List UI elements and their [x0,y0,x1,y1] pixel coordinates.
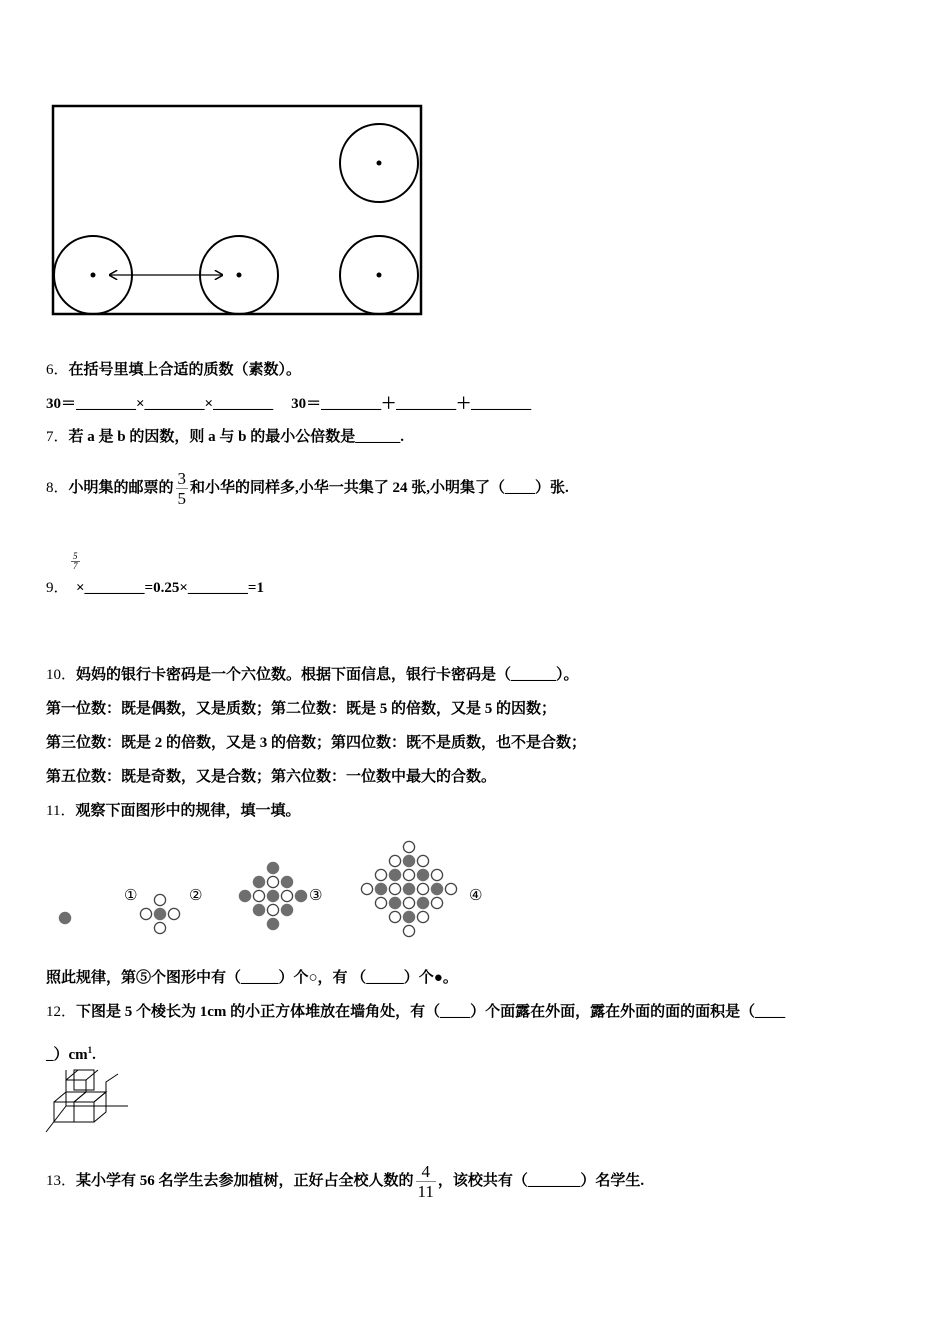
hollow-dot [389,883,400,894]
q6-equation-sum[interactable]: 30＝________＋________＋________ [291,396,532,412]
q13-stem [46,1160,644,1202]
hollow-dot [154,894,165,905]
q8-fraction-numerator: 3 [177,469,187,489]
filled-dot [295,890,306,901]
q6-number: 6． [46,362,69,378]
filled-dot [267,862,278,873]
filled-dot [417,897,428,908]
q8-text-post[interactable]: 和小华的同样多,小华一共集了 24 张,小明集了（____）张. [190,480,569,496]
hollow-dot [389,855,400,866]
q10-clue-1: 第一位数：既是偶数，又是质数；第二位数：既是 5 的倍数，又是 5 的因数； [46,701,557,717]
hollow-dot [267,876,278,887]
q9-fraction-denominator: 7 [73,561,78,571]
q12-stem [46,1002,785,1022]
hollow-dot [361,883,372,894]
filled-dot [281,904,292,915]
q13-fraction-numerator: 4 [416,1162,436,1182]
q9-text[interactable]: ×________=0.25×________=1 [76,580,264,596]
hollow-dot [140,908,151,919]
q9-fraction [69,552,82,571]
hollow-dot [445,883,456,894]
filled-dot [281,876,292,887]
q10-clue-3: 第五位数：既是奇数，又是合数；第六位数：一位数中最大的合数。 [46,769,497,785]
filled-dot [403,855,414,866]
q11-pattern-figures [40,830,500,950]
circle-center-dot [237,273,242,278]
figure-label-1: ① [124,886,138,904]
rectangle-frame [53,106,421,314]
q7-text[interactable]: 若 a 是 b 的因数，则 a 与 b 的最小公倍数是______. [68,429,404,445]
filled-dot [267,890,278,901]
filled-dot [431,883,442,894]
q12-stem-continued [46,1040,96,1065]
pattern-figure-4 [361,841,456,936]
hollow-dot [375,897,386,908]
q9-fraction-numerator: 5 [73,551,78,561]
hollow-dot [431,897,442,908]
q13-fraction [416,1162,436,1201]
q12-end: . [92,1047,96,1063]
filled-dot [267,918,278,929]
filled-dot [403,911,414,922]
hollow-dot [253,890,264,901]
figure-label-2: ② [189,886,203,904]
q11-stem [46,801,300,821]
circle-center-dot [91,273,96,278]
filled-dot [417,869,428,880]
pattern-figure-2 [140,894,179,933]
filled-dot [154,908,165,919]
q11-number: 11． [46,803,76,819]
hollow-dot [389,911,400,922]
q12-number: 12． [46,1004,77,1020]
filled-dot [239,890,250,901]
circles-diagram [48,102,428,320]
hollow-dot [281,890,292,901]
filled-dot [253,904,264,915]
q10-stem [46,665,579,685]
q9-stem [46,578,69,598]
hollow-dot [431,869,442,880]
pattern-figure-3 [239,862,306,929]
q6-equation-product[interactable]: 30＝________×________×________ [46,396,274,412]
q7-stem [46,427,404,447]
circle-center-dot [377,161,382,166]
hollow-dot [267,904,278,915]
q8-text-pre: 小明集的邮票的 [68,480,174,496]
hollow-dot [417,911,428,922]
filled-dot [389,897,400,908]
q8-fraction [176,469,189,508]
q12-text-2[interactable]: _）cm [46,1047,88,1063]
q8-stem [46,469,569,508]
q13-number: 13． [46,1173,77,1189]
q6-equations [46,394,531,414]
filled-dot [59,912,70,923]
hollow-dot [417,855,428,866]
pattern-figure-1 [59,912,70,923]
filled-dot [389,869,400,880]
cube-stack-diagram [44,1066,134,1136]
filled-dot [375,883,386,894]
circle-center-dot [377,273,382,278]
q7-number: 7． [46,429,69,445]
q10-clue-2: 第三位数：既是 2 的倍数，又是 3 的倍数；第四位数：既不是质数，也不是合数； [46,735,587,751]
q9-number: 9． [46,580,69,596]
q13-text-pre: 某小学有 56 名学生去参加植树，正好占全校人数的 [76,1173,414,1189]
q10-number: 10． [46,667,77,683]
q8-number: 8． [46,480,69,496]
q11-answer[interactable]: 照此规律，第⑤个图形中有（_____）个○，有 （_____）个●。 [46,970,458,986]
hollow-dot [403,869,414,880]
figure-label-4: ④ [469,886,483,904]
hollow-dot [168,908,179,919]
filled-dot [253,876,264,887]
filled-dot [403,883,414,894]
q11-text: 观察下面图形中的规律，填一填。 [75,803,301,819]
q13-fraction-denominator: 11 [417,1182,434,1202]
q6-text: 在括号里填上合适的质数（素数）。 [68,362,302,378]
q12-text[interactable]: 下图是 5 个棱长为 1cm 的小正方体堆放在墙角处，有（____）个面露在外面，露在外面的面的面积是（____ [76,1004,786,1020]
q6-stem [46,360,301,380]
q8-fraction-denominator: 5 [177,489,187,509]
q10-text[interactable]: 妈妈的银行卡密码是一个六位数。根据下面信息，银行卡密码是（______）。 [76,667,579,683]
q13-text-post[interactable]: ，该校共有（_______）名学生. [437,1173,645,1189]
hollow-dot [154,922,165,933]
hollow-dot [403,841,414,852]
q9-equation [76,578,264,598]
hollow-dot [403,897,414,908]
q12-superscript: 1 [87,1045,93,1055]
hollow-dot [375,869,386,880]
hollow-dot [403,925,414,936]
hollow-dot [417,883,428,894]
figure-label-3: ③ [309,886,323,904]
